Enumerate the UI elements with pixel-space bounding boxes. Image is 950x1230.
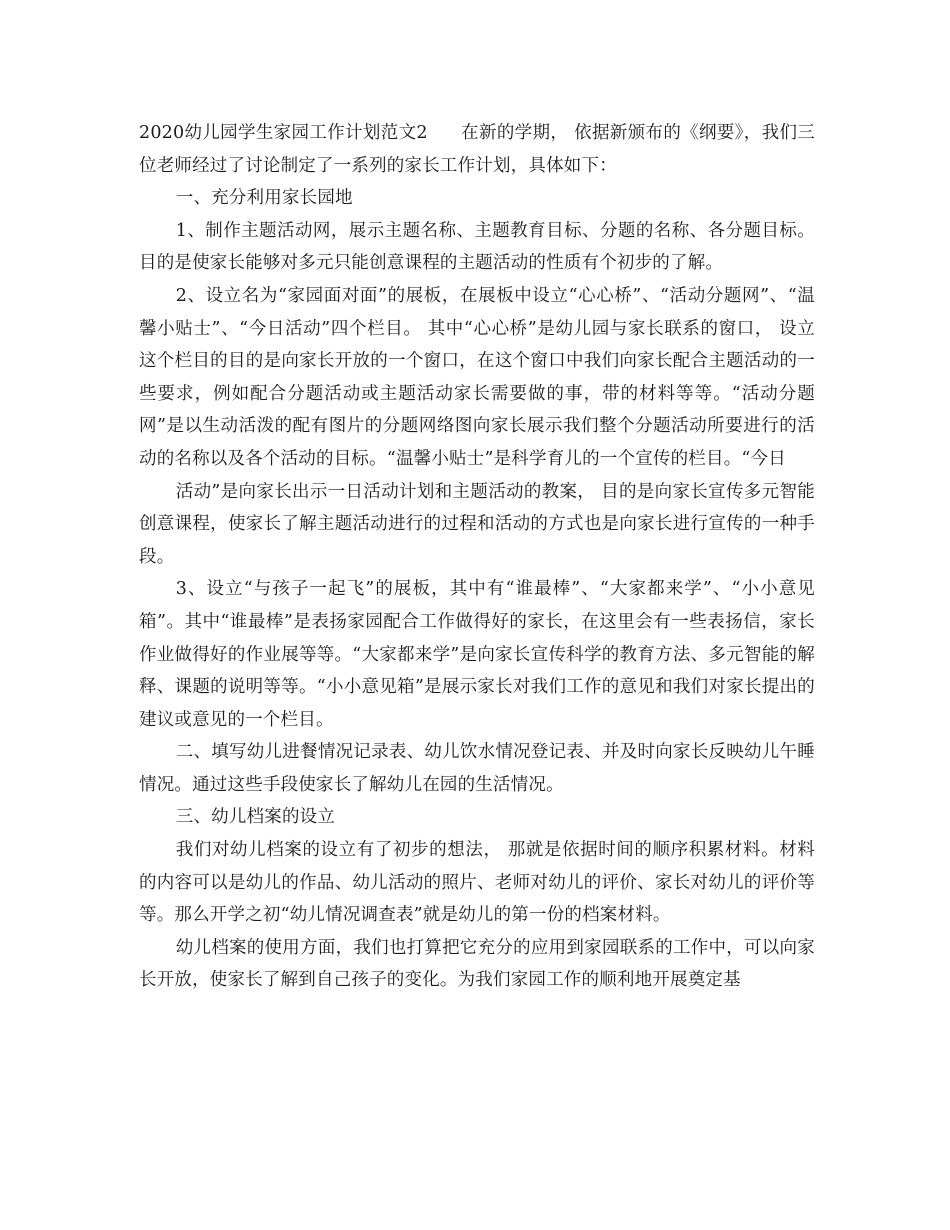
section3-paragraph-1: 我们对幼儿档案的设立有了初步的想法， 那就是依据时间的顺序积累材料。材料的内容可以是幼儿的作品、幼儿活动的照片、老师对幼儿的评价、家长对幼儿的评价等等。那么开学之初“幼儿情况调查表”就是幼儿的第一份的档案材料。 xyxy=(139,840,815,926)
title-and-intro-paragraph xyxy=(139,117,815,182)
document-title: 2020幼儿园学生家园工作计划范文2 xyxy=(139,123,428,143)
item1-paragraph: 1、制作主题活动网，展示主题名称、主题教育目标、分题的名称、各分题目标。目的是使家长能够对多元只能创意课程的主题活动的性质有个初步的了解。 xyxy=(139,220,815,274)
section2-paragraph: 二、填写幼儿进餐情况记录表、幼儿饮水情况登记表、并及时向家长反映幼儿午睡情况。通过这些手段使家长了解幼儿在园的生活情况。 xyxy=(139,742,815,795)
document-body xyxy=(139,117,815,997)
section3-paragraph-2: 幼儿档案的使用方面，我们也打算把它充分的应用到家园联系的工作中，可以向家长开放，使家长了解到自己孩子的变化。为我们家园工作的顺利地开展奠定基 xyxy=(139,937,815,991)
intro-text: 在新的学期， 依据新颁布的《纲要》，我们三位老师经过了讨论制定了一系列的家长工作计划，具体如下： xyxy=(139,123,815,176)
item2-paragraph: 2、设立名为“家园面对面”的展板，在展板中设立“心心桥”、“活动分题网”、“温馨小贴士”、“今日活动”四个栏目。 其中“心心桥”是幼儿园与家长联系的窗口， 设立这个栏目的目的是向家长开放的一个窗口，在这个窗口中我们向家长配合主题活动的一些要求，例如配合分题活动或主题活动家长需要做的事，带的材料等等。“活动分题网”是以生动活泼的配有图片的分题网络图向家长展示我们整个分题活动所要进行的活动的名称以及各个活动的目标。“温馨小贴士”是科学育儿的一个宣传的栏目。“今日 xyxy=(139,285,815,469)
item3-paragraph: 3、设立“与孩子一起飞”的展板，其中有“谁最棒”、“大家都来学”、“小小意见箱”。其中“谁最棒”是表扬家园配合工作做得好的家长，在这里会有一些表扬信，家长作业做得好的作业展等等。“大家都来学”是向家长宣传科学的教育方法、多元智能的解释、课题的说明等等。“小小意见箱”是展示家长对我们工作的意见和我们对家长提出的建议或意见的一个栏目。 xyxy=(139,579,815,730)
section3-heading: 三、幼儿档案的设立 xyxy=(175,807,336,828)
item2-continuation-paragraph: 活动”是向家长出示一日活动计划和主题活动的教案， 目的是向家长宣传多元智能创意课程，使家长了解主题活动进行的过程和活动的方式也是向家长进行宣传的一种手段。 xyxy=(139,481,815,567)
section1-heading: 一、充分利用家长园地 xyxy=(175,188,353,209)
